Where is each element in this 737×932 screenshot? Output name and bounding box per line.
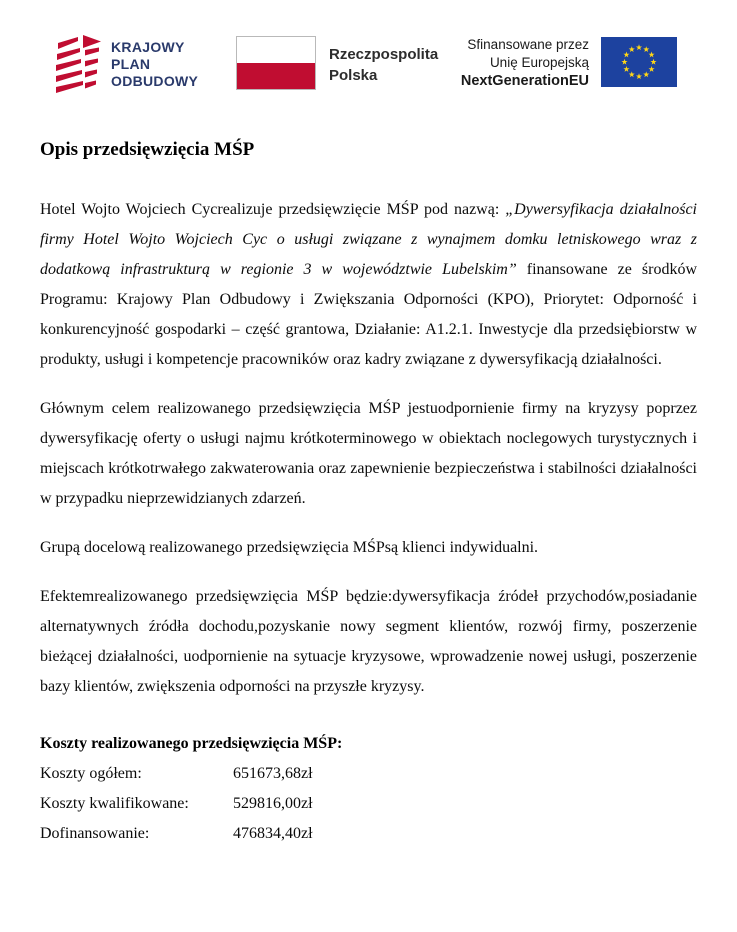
nextgeneration-eu-label: NextGenerationEU (460, 73, 589, 89)
paragraph-main-goal: Głównym celem realizowanego przedsięwzięcia MŚP jestuodpornienie firmy na kryzysy poprzez dywersyfikację oferty o usługi najmu krótkoterminowego w obiektach noclegowych turystycznych i miejscach krótkotrwałego zakwaterowania oraz zapewnienie bezpieczeństwa i stabilności działalności w przypadku nieprzewidzianych zdarzeń. (40, 400, 697, 507)
poland-logo-line: Rzeczpospolita (329, 46, 439, 63)
cost-row-qualified (40, 789, 697, 819)
kpo-logo-line: KRAJOWY (111, 38, 185, 55)
cost-value: 476834,40zł (233, 825, 313, 842)
poland-flag-icon (236, 36, 316, 90)
logo-header (40, 35, 697, 97)
p1-project-title-italic: „Dywersyfikacja działalności firmy Hotel Wojto Wojciech Cyc o usługi związane z wynajmem domku letniskowego wraz z dodatkową infrastrukturą w regionie 3 w województwie Lubelskim” (40, 201, 697, 278)
eu-funding-logo (461, 35, 677, 90)
paragraph-project-name (40, 195, 697, 375)
p1-rest-text: finansowane ze środków Programu: Krajowy Plan Odbudowy i Zwiększania Odporności (KPO), Priorytet: Odporność i konkurencyjność gospodarki – część grantowa, Działanie: A1.2.1. Inwestycje dla przedsiębiorstw w produkty, usługi i kompetencje pracowników oraz kadry związane z dywersyfikacją działalności. (40, 261, 698, 368)
paragraph-effects: Efektemrealizowanego przedsięwzięcia MŚP będzie:dywersyfikacja źródeł przychodów,posiadanie alternatywnych źródła dochodu,pozyskanie nowy segment klientów, rozwój firmy, poszerzenie bieżącej działalności, uodpornienie na sytuacje kryzysowe, wprowadzenie nowej usługi, poszerzenie bazy klientów, zwiększenia odporności na przyszłe kryzysy. (40, 588, 697, 695)
kpo-logo-text (111, 39, 198, 90)
eu-funding-line: Unię Europejską (489, 55, 589, 70)
kpo-logo-line: PLAN (111, 55, 151, 72)
poland-logo (236, 35, 438, 90)
paragraph-target-group: Grupą docelową realizowanego przedsięwzięcia MŚPsą klienci indywidualni. (40, 539, 539, 556)
cost-row-cofinancing (40, 819, 697, 849)
kpo-logo-line: ODBUDOWY (111, 72, 199, 89)
eu-funding-text (461, 36, 589, 90)
kpo-logo (56, 35, 198, 93)
poland-flag-white-stripe (237, 37, 315, 63)
kpo-building-icon (56, 35, 102, 93)
cost-label: Koszty ogółem: (40, 765, 142, 782)
cost-row-total (40, 759, 697, 789)
cost-value: 651673,68zł (233, 765, 313, 782)
poland-logo-line: Polska (329, 67, 378, 84)
page-title: Opis przedsięwzięcia MŚP (40, 139, 255, 160)
cost-label: Koszty kwalifikowane: (40, 795, 189, 812)
eu-funding-line: Sfinansowane przez (467, 37, 589, 52)
poland-flag-red-stripe (237, 63, 315, 89)
poland-logo-text (329, 44, 438, 90)
eu-flag-icon (601, 37, 677, 87)
cost-value: 529816,00zł (233, 795, 313, 812)
cost-label: Dofinansowanie: (40, 825, 150, 842)
p1-lead-text: Hotel Wojto Wojciech Cycrealizuje przedsięwzięcie MŚP pod nazwą: (40, 201, 506, 218)
costs-heading: Koszty realizowanego przedsięwzięcia MŚP: (40, 735, 343, 752)
